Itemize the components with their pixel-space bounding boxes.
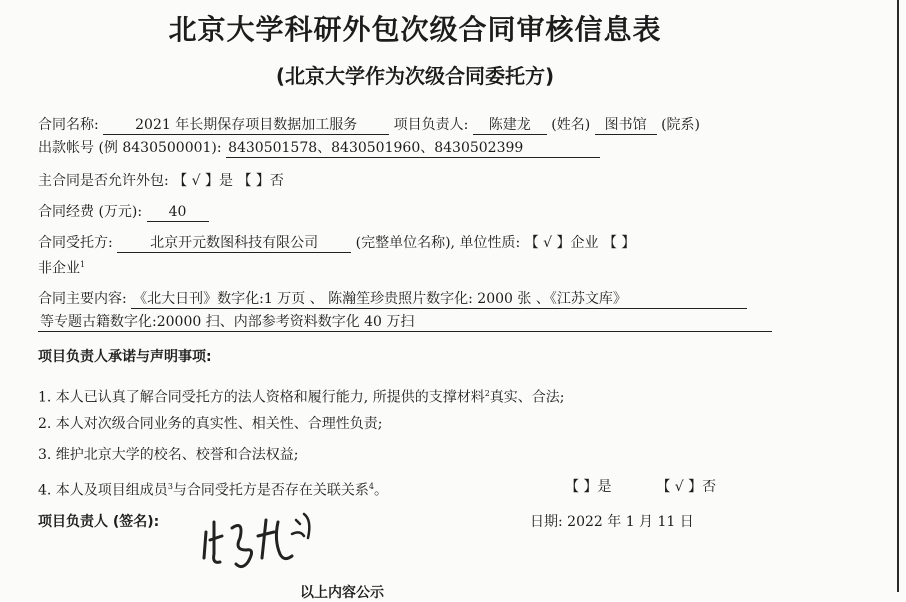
date-value: 2022 年 1 月 11 日	[567, 514, 694, 530]
contract-name-label: 合同名称:	[38, 117, 99, 133]
account-label: 出款帐号 (例 8430500001):	[38, 140, 222, 156]
content-line-2: 等专题古籍数字化:20000 扫、内部参考资料数字化 40 万扫	[38, 313, 772, 332]
account-row	[38, 139, 600, 158]
declaration-item-1	[38, 385, 565, 407]
contract-name-value: 2021 年长期保存项目数据加工服务	[103, 116, 389, 135]
content-label: 合同主要内容:	[38, 291, 127, 307]
declaration-item-1-tail: 真实、合法;	[489, 389, 565, 406]
trustee-hint: (完整单位名称), 单位性质:	[355, 235, 521, 251]
trustee-row	[38, 234, 635, 253]
declaration-item-4-note-2: 4	[368, 482, 374, 491]
dept-hint: (院系)	[661, 117, 701, 133]
page-edge	[897, 0, 899, 592]
outsource-no: 【 】否	[237, 173, 284, 189]
outsource-row	[38, 172, 284, 190]
item4-no: 【 √ 】否	[656, 479, 717, 495]
page-title: 北京大学科研外包次级合同审核信息表	[168, 13, 662, 46]
trustee-enterprise: 【 √ 】企业	[524, 235, 599, 251]
date-row	[530, 513, 694, 531]
trustee-value: 北京开元数图科技有限公司	[117, 234, 351, 253]
content-row-2	[38, 313, 772, 332]
content-row-1	[38, 290, 747, 309]
declaration-item-4	[38, 478, 388, 500]
declaration-item-4-text: 4. 本人及项目组成员	[38, 482, 168, 499]
outsource-yes: 【 √ 】是	[173, 173, 233, 189]
handwritten-signature	[200, 510, 330, 574]
leader-hint: (姓名)	[551, 117, 591, 133]
account-value: 8430501578、8430501960、8430502399	[226, 139, 600, 158]
dept-value: 图书馆	[595, 116, 657, 135]
outsource-label: 主合同是否允许外包:	[38, 173, 169, 189]
trustee-label: 合同受托方:	[38, 235, 113, 251]
leader-label: 项目负责人:	[393, 117, 469, 133]
contract-name-row	[38, 116, 700, 135]
trustee-nonenterprise-box: 【 】	[602, 235, 636, 251]
footer-cut-text: 以上内容公示	[300, 585, 384, 601]
content-line-1: 《北大日刊》数字化:1 万页 、 陈瀚笙珍贵照片数字化: 2000 张 、《江苏文库》	[131, 290, 747, 309]
fund-row	[38, 203, 209, 222]
declaration-item-3: 3. 维护北京大学的校名、校誉和合法权益;	[38, 447, 299, 463]
trustee-row-2	[38, 256, 85, 278]
trustee-footnote: 1	[80, 260, 86, 269]
declaration-heading: 项目负责人承诺与声明事项:	[38, 349, 212, 365]
declaration-item-1-note: 2	[484, 389, 490, 398]
trustee-nonenterprise: 非企业	[38, 260, 80, 277]
declaration-item-2: 2. 本人对次级合同业务的真实性、相关性、合理性负责;	[38, 416, 383, 432]
date-label: 日期:	[530, 514, 563, 530]
signature-label: 项目负责人 (签名):	[38, 514, 160, 530]
item4-yes: 【 】是	[565, 479, 612, 495]
declaration-item-4-note-1: 3	[167, 482, 173, 491]
fund-label: 合同经费 (万元):	[38, 204, 143, 220]
page-subtitle: (北京大学作为次级合同委托方)	[275, 64, 555, 88]
leader-value: 陈建龙	[473, 116, 547, 135]
item4-choice	[565, 478, 716, 496]
declaration-item-1-text: 1. 本人已认真了解合同受托方的法人资格和履行能力, 所提供的支撑材料	[38, 389, 485, 406]
fund-value: 40	[147, 203, 209, 222]
declaration-item-4-tail: 。	[374, 482, 388, 499]
declaration-item-4-mid: 与合同受托方是否存在关联关系	[172, 482, 369, 499]
